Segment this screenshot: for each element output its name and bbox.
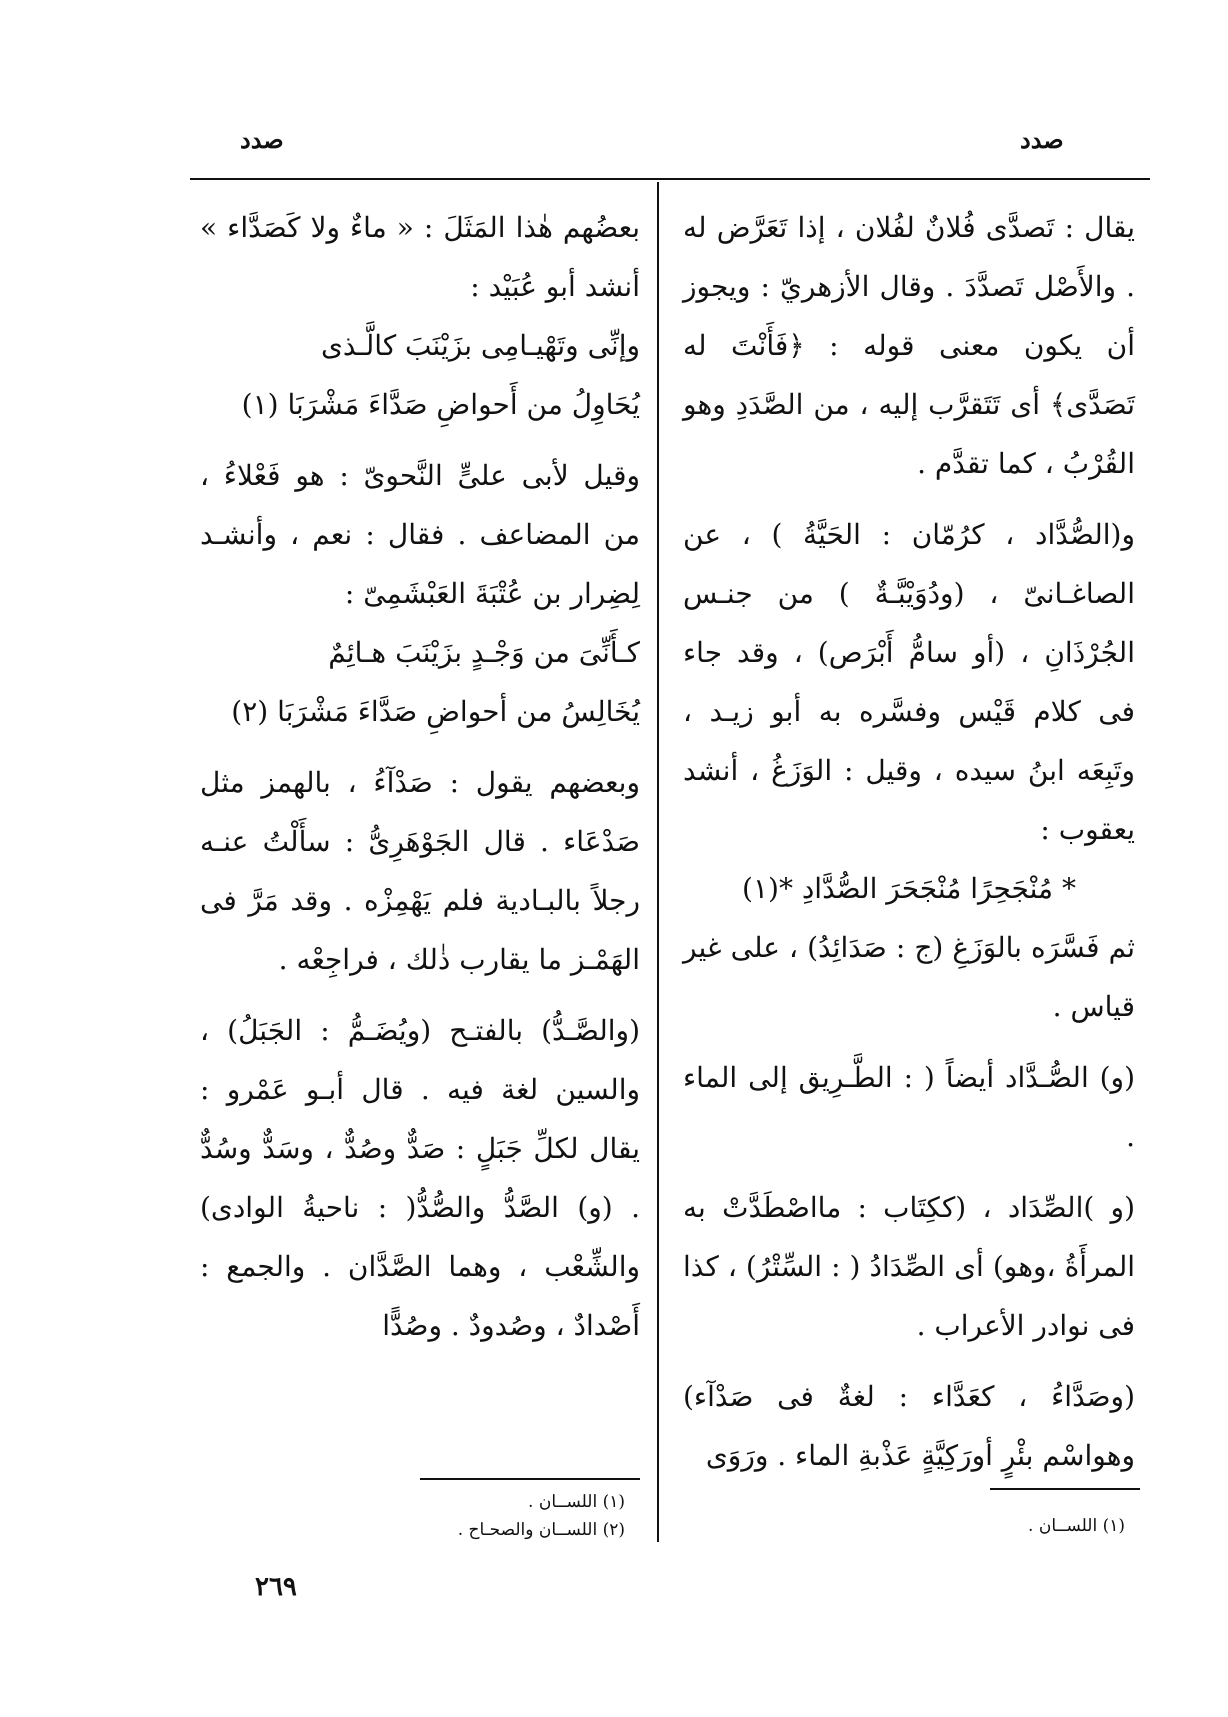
left-paragraph-2: وقيل لأبى علىٍّ النَّحوىّ : هو فَعْلاءُ ، من المضاعف . فقال : نعم ، وأنشـد لِضِرار بن عُتْبَةَ العَبْشَمِىّ :	[200, 459, 640, 610]
page-number: ٢٦٩	[255, 1572, 297, 1602]
left-paragraph-3: وبعضهم يقول : صَدْآءُ ، بالهمز مثل صَدْعَاء . قال الجَوْهَرِىُّ : سأَلْتُ عنـه رجلاً بالبـادية فلم يَهْمِزْه . وقد مَرَّ فى الهَمْـز ما يقارب ذٰلك ، فراجِعْه .	[200, 766, 640, 976]
right-paragraph-5: (و )الصِّدَاد ، (ككِتَاب : مااصْطَدَّتْ به المرأَةُ ،وهو) أى الصِّدَادُ ( : السِّتْرُ) ، كذا فى نوادر الأعراب .	[683, 1191, 1135, 1342]
left-column	[200, 198, 640, 1355]
footnote-left-1: (١) اللســان .	[528, 1492, 625, 1512]
left-paragraph-1: بعضُهم هٰذا المَثَلَ : « ماءٌ ولا كَصَدَّاء » أنشد أبو عُبَيْد :	[200, 211, 640, 303]
footnote-right-1: (١) اللســان .	[1028, 1516, 1125, 1536]
verse-2-first-hemistich: كـأَنِّىَ من وَجْـدٍ بزَيْنَبَ هـائِمٌ	[328, 636, 640, 669]
footnotes-right	[960, 1512, 1125, 1540]
verse-1-second-hemistich: يُحَاوِلُ من أَحواضِ صَدَّاءَ مَشْرَبَا (١)	[241, 388, 640, 421]
footnote-rule-left	[420, 1478, 640, 1480]
header-rule	[190, 178, 1150, 180]
column-divider	[657, 182, 659, 1542]
footnote-rule-right	[990, 1488, 1140, 1490]
running-header-right: صدد	[1020, 125, 1064, 154]
right-paragraph-6: (وصَدَّاءُ ، كعَدَّاء : لغةٌ فى صَدْآء) وهواسْم بئْرٍ أورَكِيَّةٍ عَذْبةِ الماء . ورَوَى	[683, 1380, 1135, 1472]
right-column	[683, 198, 1135, 1485]
right-paragraph-1: يقال : تَصدَّى فُلانٌ لفُلان ، إذا تَعَرَّض له . والأَصْل تَصدَّدَ . وقال الأزهريّ : ويجوز أن يكون معنى قوله : ﴿فَأَنْتَ له تَصَدَّى﴾ أى تَتَقرَّب إليه ، من الصَّدَدِ وهو القُرْبُ ، كما تقدَّم .	[683, 211, 1135, 480]
verse-2-second-hemistich: يُخَالِسُ من أحواضِ صَدَّاءَ مَشْرَبَا (٢)	[231, 695, 640, 728]
right-paragraph-2: و(الصُّدَّاد ، كرُمّان : الحَيَّةُ ) ، عن الصاغـانىّ ، (ودُوَيْبَّـةٌ ) من جنـس الجُرْذَانِ ، (أو سامُّ أَبْرَص) ، وقد جاء فى كلام قَيْس وفسَّره به أبو زيـد ، وتَبِعَه ابنُ سيده ، وقيل : الوَزَغُ ، أنشد يعقوب :	[683, 518, 1135, 846]
right-paragraph-4: (و) الصُّـدَّاد أيضاً ( : الطَّـرِيق إلى الماء .	[683, 1061, 1135, 1153]
running-header-left: صدد	[240, 125, 284, 154]
right-verse-line: * مُنْجَحِرًا مُنْجَحَرَ الصُّدَّادِ *(١)	[742, 872, 1076, 905]
verse-1-first-hemistich: وإنِّى وتَهْيـامِى بزَيْنَبَ كالَّـذى	[320, 329, 640, 362]
right-paragraph-3: ثم فَسَّرَه بالوَزَغِ (ج : صَدَائِدُ) ، على غير قياس .	[683, 931, 1135, 1023]
footnote-left-2: (٢) اللســان والصحـاح .	[457, 1520, 625, 1540]
left-paragraph-4: (والصَّـدُّ) بالفتـح (ويُضَـمُّ : الجَبَلُ) ، والسين لغة فيه . قال أبـو عَمْرو : يقال لكلِّ جَبَلٍ : صَدٌّ وصُدٌّ ، وسَدٌّ وسُدٌّ . (و) الصَّدُّ والصُّدُّ( : ناحيةُ الوادى) والشِّعْب ، وهما الصَّدَّان . والجمع : أَصْدادٌ ، وصُدودٌ . وصُدًّا	[200, 1014, 640, 1342]
footnotes-left	[380, 1488, 625, 1544]
